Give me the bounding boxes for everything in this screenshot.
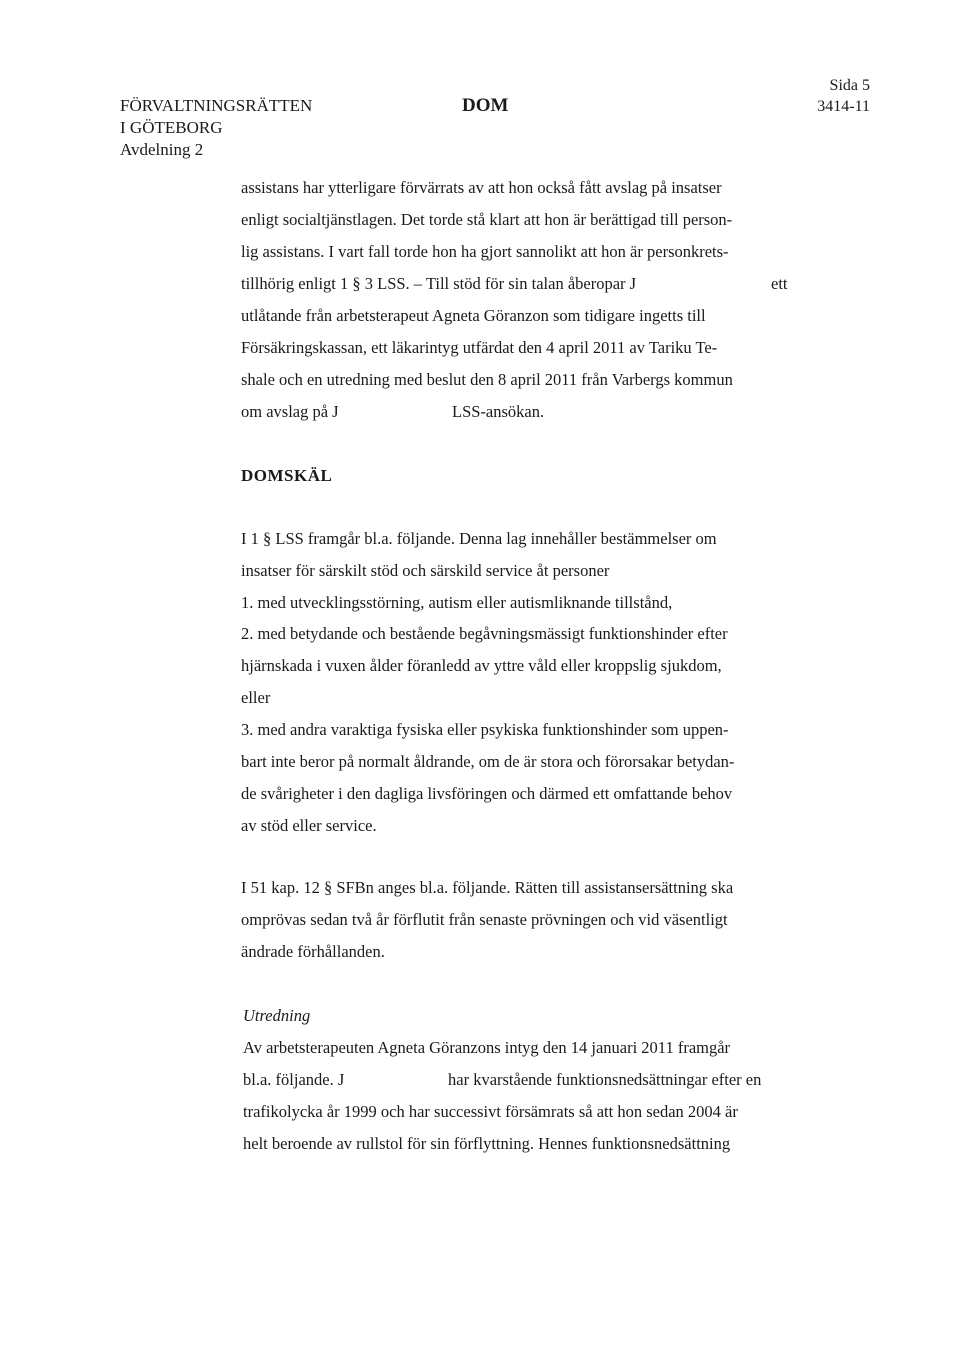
body-line: omprövas sedan två år förflutit från senaste prövningen och vid väsentligt [241, 910, 728, 929]
body-line-tail: ett [771, 274, 788, 293]
body-line-tail: LSS-ansökan. [452, 402, 545, 421]
court-name: FÖRVALTNINGSRÄTTEN [120, 96, 313, 115]
body-line: utlåtande från arbetsterapeut Agneta Göranzon som tidigare ingetts till [241, 306, 706, 325]
body-line: I 1 § LSS framgår bl.a. följande. Denna lag innehåller bestämmelser om [241, 529, 717, 548]
body-line: enligt socialtjänstlagen. Det torde stå klart att hon är berättigad till person- [241, 210, 733, 229]
body-line: 2. med betydande och bestående begåvningsmässigt funktionshinder efter [241, 624, 728, 643]
page-number: Sida 5 [829, 77, 870, 94]
case-number: 3414-11 [817, 98, 870, 115]
body-line: bl.a. följande. J [243, 1070, 345, 1089]
body-line: 1. med utvecklingsstörning, autism eller autismliknande tillstånd, [241, 593, 673, 612]
body-line: I 51 kap. 12 § SFBn anges bl.a. följande. Rätten till assistansersättning ska [241, 878, 734, 897]
body-line-tail: har kvarstående funktionsnedsättningar efter en [448, 1070, 762, 1089]
body-line: Försäkringskassan, ett läkarintyg utfärdat den 4 april 2011 av Tariku Te- [241, 338, 718, 357]
section-heading-utredning: Utredning [243, 1006, 311, 1025]
body-line: Av arbetsterapeuten Agneta Göranzons intyg den 14 januari 2011 framgår [243, 1038, 731, 1057]
body-line: shale och en utredning med beslut den 8 april 2011 från Varbergs kommun [241, 370, 733, 389]
body-line: om avslag på J [241, 402, 339, 421]
court-division: Avdelning 2 [120, 140, 204, 159]
section-heading-domskal: DOMSKÄL [241, 466, 333, 485]
body-line: lig assistans. I vart fall torde hon ha gjort sannolikt att hon är personkrets- [241, 242, 729, 261]
body-line: helt beroende av rullstol för sin förflyttning. Hennes funktionsnedsättning [243, 1134, 731, 1153]
body-line: ändrade förhållanden. [241, 942, 385, 961]
document-type: DOM [462, 95, 509, 116]
body-line: assistans har ytterligare förvärrats av att hon också fått avslag på insatser [241, 178, 722, 197]
body-line: av stöd eller service. [241, 816, 377, 835]
body-line: de svårigheter i den dagliga livsföringen och därmed ett omfattande behov [241, 784, 733, 803]
body-line: hjärnskada i vuxen ålder föranledd av yttre våld eller kroppslig sjukdom, [241, 656, 722, 675]
body-line: trafikolycka år 1999 och har successivt försämrats så att hon sedan 2004 är [243, 1102, 738, 1121]
body-line: 3. med andra varaktiga fysiska eller psykiska funktionshinder som uppen- [241, 720, 729, 739]
body-line: tillhörig enligt 1 § 3 LSS. – Till stöd för sin talan åberopar J [241, 274, 637, 293]
body-line: insatser för särskilt stöd och särskild service åt personer [241, 561, 610, 580]
body-line: eller [241, 688, 271, 707]
body-line: bart inte beror på normalt åldrande, om de är stora och förorsakar betydan- [241, 752, 735, 771]
court-city: I GÖTEBORG [120, 118, 223, 137]
